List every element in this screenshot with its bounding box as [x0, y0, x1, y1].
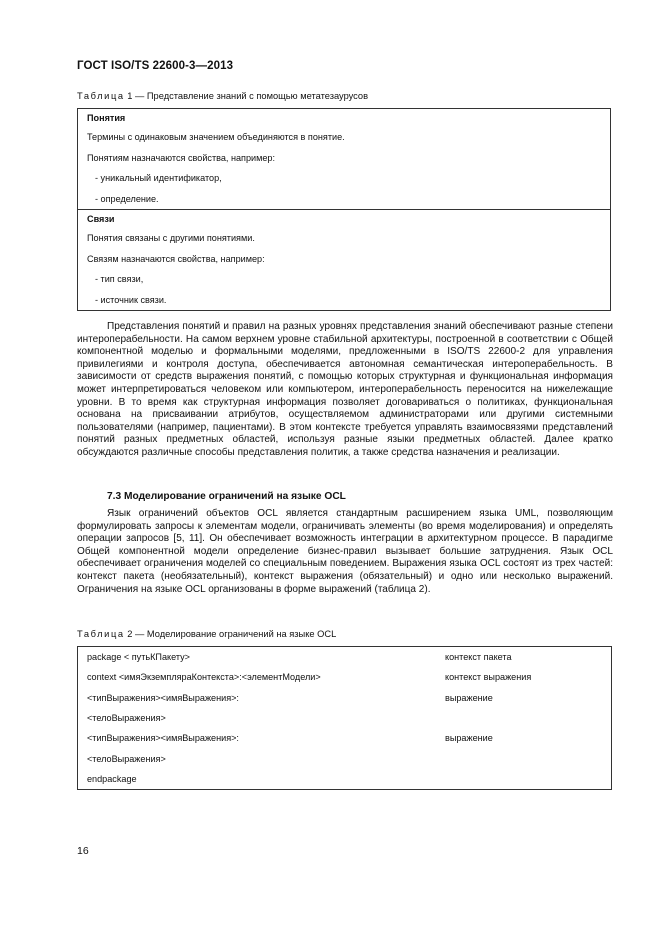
- ocl-comment: выражение: [445, 688, 612, 708]
- ocl-comment: контекст пакета: [445, 647, 612, 668]
- ocl-code: <телоВыражения>: [78, 748, 446, 768]
- ocl-code: package < путьКПакету>: [78, 647, 446, 668]
- table-row: [78, 748, 612, 768]
- page-number: 16: [77, 845, 89, 857]
- table-row: [78, 728, 612, 748]
- table2-ocl-constraints: [77, 646, 612, 790]
- table1-section-heading: Понятия: [78, 109, 611, 128]
- table1-caption-label: Таблица: [77, 91, 125, 101]
- ocl-comment: [445, 708, 612, 728]
- table-row: [78, 667, 612, 687]
- ocl-code: <типВыражения><имяВыражения>:: [78, 688, 446, 708]
- table1-row: Понятиям назначаются свойства, например:: [78, 148, 611, 169]
- table-row: [78, 769, 612, 790]
- ocl-comment: [445, 748, 612, 768]
- table1-knowledge-representation: [77, 108, 611, 311]
- table1-row: Термины с одинаковым значением объединяются в понятие.: [78, 127, 611, 148]
- table1-caption: [77, 91, 368, 101]
- ocl-code: context <имяЭкземпляраКонтекста>:<элементМодели>: [78, 667, 446, 687]
- table1-section-heading: Связи: [78, 210, 611, 229]
- ocl-code: <типВыражения><имяВыражения>:: [78, 728, 446, 748]
- table1-caption-text: 1 — Представление знаний с помощью метатезаурусов: [124, 91, 369, 101]
- table2-caption-label: Таблица: [77, 629, 125, 639]
- paragraph-interoperability: Представления понятий и правил на разных уровнях представления знаний обеспечивают разные степени интероперабельности. На самом верхнем уровне стабильной архитектуры, построенной в соответствии с Общей компонентной моделью и формальными моделями, предложенными в ISO/TS 22600-2 для управления привилегиями и контроля доступа, обеспечивается автономная семантическая интероперабельность. В зависимости от средств выражения понятий, с помощью которых структурная и функциональная информация может интерпретироваться человеком или компьютером, интероперабельность переносится на нижележащие уровни. В то время как структурная информация позволяет договариваться о политиках, функциональная основана на присваивании атрибутов, осуществляемом администраторами или другими системными пользователями (например, пациентами). В этом контексте требуется управлять взаимосвязями представлений понятий разных предметных областей, используя разные языки предметных областей. Далее кратко обсуждаются различные способы представления политик, а также средства назначения и реализации.: [77, 321, 613, 458]
- ocl-comment: выражение: [445, 728, 612, 748]
- table1-list-item: - уникальный идентификатор,: [78, 168, 611, 189]
- ocl-comment: [445, 769, 612, 790]
- document-header: ГОСТ ISO/TS 22600-3—2013: [77, 60, 234, 72]
- table1-list-item: - определение.: [78, 189, 611, 210]
- table2-caption: [77, 629, 336, 639]
- table1-row: Связям назначаются свойства, например:: [78, 249, 611, 270]
- table-row: [78, 647, 612, 668]
- table-row: [78, 688, 612, 708]
- table1-list-item: - источник связи.: [78, 290, 611, 311]
- table1-list-item: - тип связи,: [78, 269, 611, 290]
- ocl-code: <телоВыражения>: [78, 708, 446, 728]
- table1-row: Понятия связаны с другими понятиями.: [78, 228, 611, 249]
- table-row: [78, 708, 612, 728]
- ocl-code: endpackage: [78, 769, 446, 790]
- ocl-comment: контекст выражения: [445, 667, 612, 687]
- paragraph-ocl: Язык ограничений объектов OCL является стандартным расширением языка UML, позволяющим формулировать запросы к элементам модели, ограничивать элементы (во время моделирования) и определять операции запросов [5, 11]. Он обеспечивает возможность интеграции в архитектурном процессе. В парадигме Общей компонентной модели определение бизнес-правил вызывает большие затруднения. Язык OCL обеспечивает ограничения моделей со специальным поведением. Выражения языка OCL состоят из трех частей: контекст пакета (необязательный), контекст выражения (обязательный) и одно или несколько выражений. Ограничения на языке OCL организованы в форме выражений (таблица 2).: [77, 508, 613, 595]
- section-heading: 7.3 Моделирование ограничений на языке OCL: [107, 491, 346, 502]
- table2-caption-text: 2 — Моделирование ограничений на языке OCL: [124, 629, 337, 639]
